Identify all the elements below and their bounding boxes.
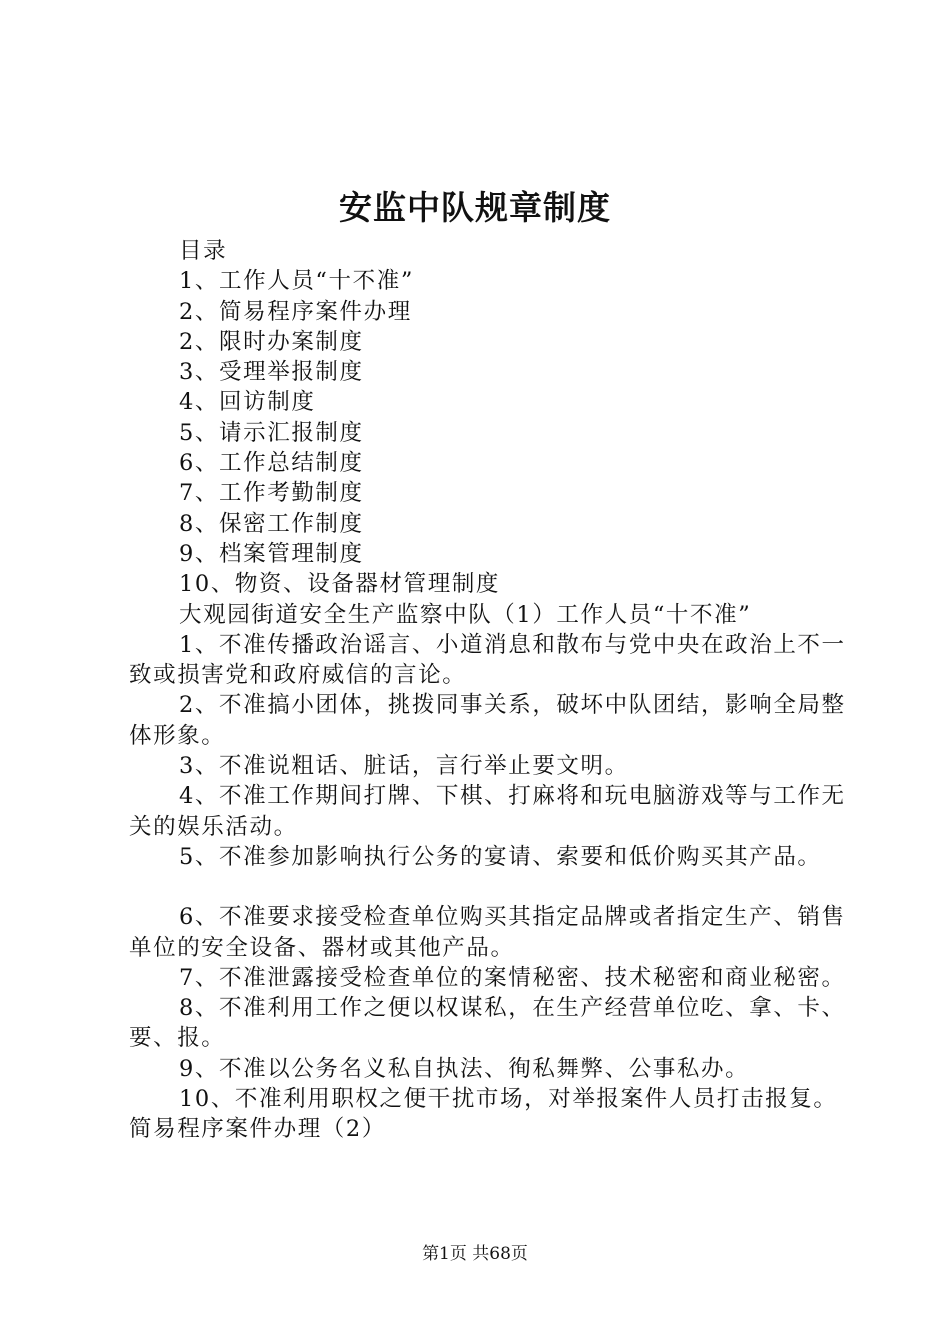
toc-item: 1、工作人员“十不准” [179,268,414,295]
rule-paragraph: 1、不准传播政治谣言、小道消息和散布与党中央在政治上不一致或损害党和政府威信的言论。 [129,631,846,689]
section-heading: 大观园街道安全生产监察中队（1）工作人员“十不准” [179,601,752,628]
rule-paragraph: 7、不准泄露接受检查单位的案情秘密、技术秘密和商业秘密。 [179,964,846,991]
toc-item: 7、工作考勤制度 [179,480,364,507]
rule-paragraph: 3、不准说粗话、脏话，言行举止要文明。 [179,753,629,780]
rule-paragraph: 4、不准工作期间打牌、下棋、打麻将和玩电脑游戏等与工作无关的娱乐活动。 [129,783,846,840]
toc-heading: 目录 [179,238,228,264]
page-footer: 第1页 共68页 [422,1244,528,1264]
blank-line [129,872,859,902]
toc-item: 5、请示汇报制度 [179,419,364,446]
toc-item: 10、物资、设备器材管理制度 [179,571,501,598]
document-body [129,236,859,1145]
table-of-contents [129,236,859,630]
rules-list [129,630,859,1145]
rule-paragraph: 6、不准要求接受检查单位购买其指定品牌或者指定生产、销售单位的安全设备、器材或其他产品。 [129,904,846,961]
rule-paragraph: 5、不准参加影响执行公务的宴请、索要和低价购买其产品。 [179,843,822,870]
rule-paragraph: 2、不准搞小团体，挑拨同事关系，破坏中队团结，影响全局整体形象。 [129,692,846,749]
toc-item: 2、简易程序案件办理 [179,298,412,325]
document-title: 安监中队规章制度 [339,188,611,227]
toc-item: 2、限时办案制度 [179,328,364,355]
toc-item: 3、受理举报制度 [179,359,364,386]
toc-item: 6、工作总结制度 [179,450,364,477]
rule-paragraph: 8、不准利用工作之便以权谋私，在生产经营单位吃、拿、卡、要、报。 [129,995,846,1052]
rule-paragraph: 9、不准以公务名义私自执法、徇私舞弊、公事私办。 [179,1055,750,1082]
toc-item: 9、档案管理制度 [179,540,364,567]
rule-paragraph: 10、不准利用职权之便干扰市场，对举报案件人员打击报复。简易程序案件办理（2） [129,1086,838,1143]
toc-item: 8、保密工作制度 [179,510,364,537]
toc-item: 4、回访制度 [179,389,316,416]
